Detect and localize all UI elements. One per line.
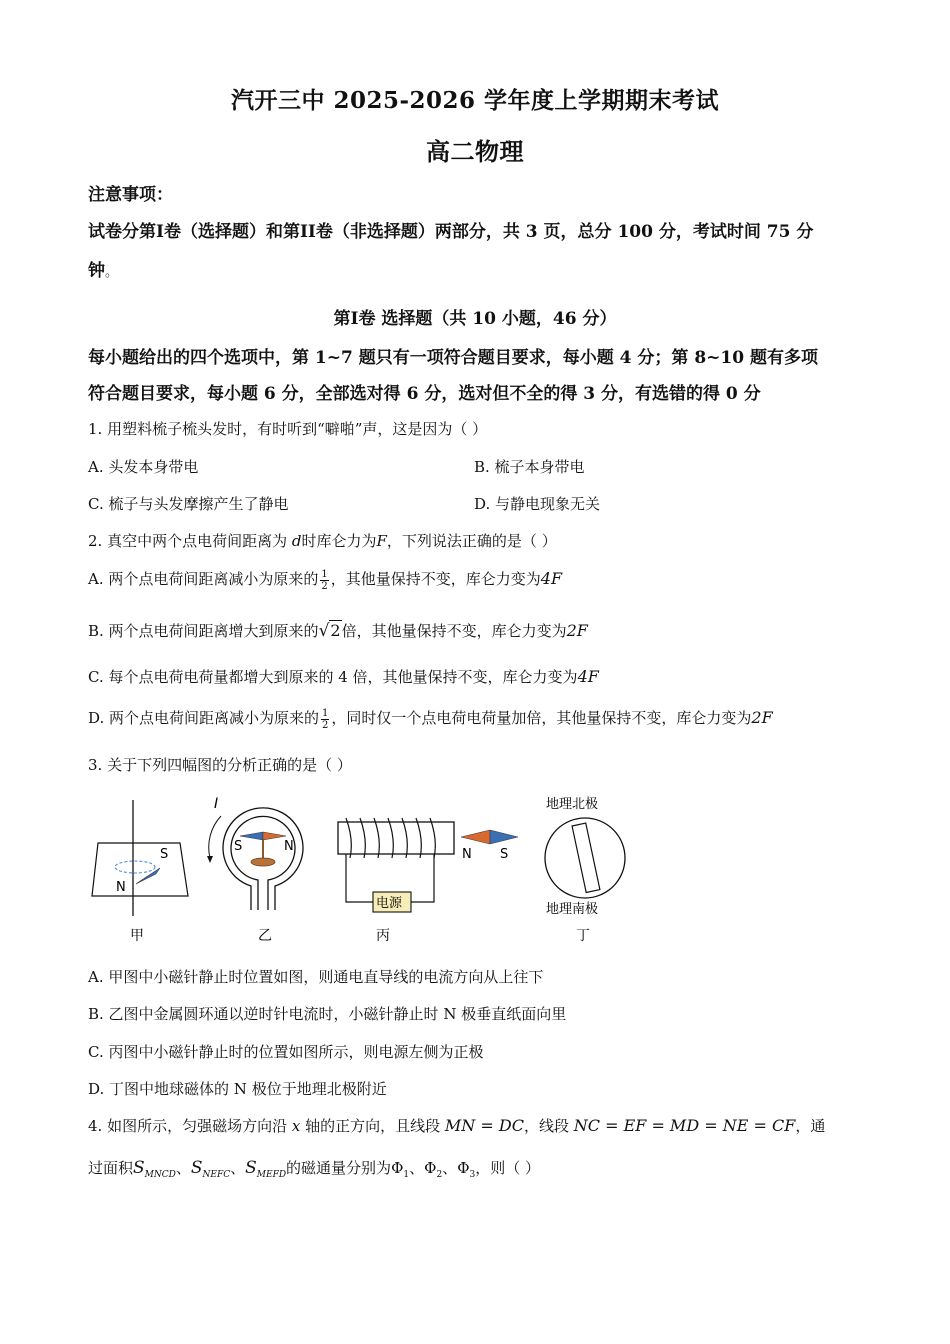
q2-b-text-2: 倍，其他量保持不变，库仑力变为 (341, 622, 567, 640)
q2-c-value: 4F (577, 667, 599, 686)
q2-d-text-1: D. 两个点电荷间距离减小为原来的 (88, 709, 320, 727)
notice-line-1: 试卷分第I卷（选择题）和第II卷（非选择题）两部分，共 3 页，总分 100 分，考试时间 75 分 (88, 222, 814, 242)
q4-sep-2: 、 (230, 1159, 246, 1177)
section-instruction-2: 符合题目要求，每小题 6 分，全部选对得 6 分，选对但不全的得 3 分，有选错的得 0 分 (88, 384, 761, 404)
bing-needle-orange (461, 830, 490, 844)
q2-stem (88, 530, 557, 551)
exam-title: 汽开三中 2025-2026 学年度上学期期末考试 (230, 87, 720, 114)
figure-jia (92, 800, 188, 944)
q4-text-2: 轴的正方向，且线段 (305, 1117, 441, 1135)
bing-label-n: N (462, 847, 472, 862)
q3-option-d: D. 丁图中地球磁体的 N 极位于地理北极附近 (88, 1080, 387, 1098)
yi-needle-blue (240, 832, 263, 840)
section-instruction-1: 每小题给出的四个选项中，第 1~7 题只有一项符合题目要求，每小题 4 分；第 8~10 题有多项 (88, 348, 818, 368)
q4-sep-1: 、 (175, 1159, 191, 1177)
q4-line-2 (88, 1157, 540, 1180)
q2-a-value: 4F (540, 569, 563, 588)
figure-yi (207, 796, 303, 944)
q4-area-s3-sub: MEFD (256, 1170, 287, 1180)
needle-stand (251, 858, 275, 866)
yi-needle-orange (263, 832, 286, 840)
q4-phi-3-sub: 3 (469, 1170, 476, 1180)
q4-phi-2: Φ (424, 1159, 437, 1177)
q1-option-c: C. 梳子与头发摩擦产生了静电 (88, 495, 289, 513)
q4-equation-1: MN = DC (444, 1116, 524, 1135)
q4-text-3: ，线段 (523, 1117, 569, 1135)
q2-option-a (88, 568, 562, 592)
solenoid-coil (346, 818, 435, 858)
horizontal-plane (92, 843, 188, 896)
q2-a-text-2: ，其他量保持不变，库仑力变为 (330, 570, 541, 588)
q4-phi-1: Φ (391, 1159, 404, 1177)
needle-blue (136, 868, 160, 884)
figure-label-yi: 乙 (258, 928, 272, 944)
sqrt-radicand: 2 (330, 621, 341, 640)
q4-axis-x: x (291, 1117, 301, 1135)
q3-stem: 3. 关于下列四幅图的分析正确的是（ ） (88, 756, 352, 774)
q4-area-s1-sub: MNCD (144, 1170, 176, 1180)
power-source-label: 电源 (376, 896, 403, 911)
q4-phi-1-sub: 1 (403, 1170, 410, 1180)
notice-line-2 (88, 256, 118, 281)
bar-magnet (572, 823, 600, 892)
fraction-numerator-d: 1 (322, 707, 329, 719)
q2-option-b (88, 620, 588, 641)
q2-c-text-1: C. 每个点电荷电荷量都增大到原来的 4 倍，其他量保持不变，库仑力变为 (88, 668, 578, 686)
exam-subject: 高二物理 (426, 137, 524, 166)
q3-option-c: C. 丙图中小磁针静止时的位置如图所示，则电源左侧为正极 (88, 1043, 484, 1061)
q4-sep-3: 、 (409, 1159, 425, 1177)
q2-d-text-2: ，同时仅一个点电荷电荷量加倍，其他量保持不变，库仑力变为 (331, 709, 752, 727)
section-heading: 第I卷 选择题（共 10 小题，46 分） (333, 309, 617, 329)
figure-label-ding: 丁 (576, 928, 590, 944)
q4-text-1: 4. 如图所示，匀强磁场方向沿 (88, 1117, 288, 1135)
figure-label-bing: 丙 (376, 928, 390, 944)
q2-option-c (88, 666, 599, 687)
fraction-half (320, 569, 328, 592)
jia-label-s: S (160, 847, 169, 862)
jia-label-n: N (116, 880, 126, 895)
current-arrow-arc (209, 816, 221, 858)
q4-phi-3: Φ (457, 1159, 470, 1177)
geographic-south-label: 地理南极 (546, 902, 599, 917)
fraction-denominator: 2 (321, 580, 328, 592)
q2-option-d (88, 707, 773, 731)
q2-symbol-f: F (376, 532, 387, 550)
q3-option-a: A. 甲图中小磁针静止时位置如图，则通电直导线的电流方向从上往下 (88, 968, 544, 986)
q2-d-value: 2F (751, 708, 773, 727)
current-arrowhead (207, 856, 213, 863)
wire-left (346, 854, 373, 902)
q4-text-7: ，则（ ） (475, 1159, 541, 1177)
figure-bing (338, 818, 518, 944)
q1-option-b: B. 梳子本身带电 (474, 458, 585, 476)
solenoid-core (338, 822, 454, 854)
q4-area-s2-sub: NEFC (202, 1170, 231, 1180)
q2-stem-part-2: 时库仑力为 (301, 532, 377, 550)
q2-b-value: 2F (566, 621, 588, 640)
yi-label-n: N (284, 839, 294, 854)
q3-option-b: B. 乙图中金属圆环通以逆时针电流时，小磁针静止时 N 极垂直纸面向里 (88, 1005, 567, 1023)
q4-text-4: ，通 (795, 1117, 826, 1135)
notice-heading: 注意事项： (88, 185, 173, 205)
q4-area-s3: S (245, 1158, 257, 1178)
wire-right (411, 854, 434, 902)
q4-line-1 (88, 1115, 825, 1136)
q2-b-text-1: B. 两个点电荷间距离增大到原来的 (88, 622, 319, 640)
q2-stem-part-1: 2. 真空中两个点电荷间距离为 (88, 532, 288, 550)
q1-stem: 1. 用塑料梳子梳头发时，有时听到“噼啪”声，这是因为（ ） (88, 420, 488, 438)
bing-needle-blue (490, 830, 518, 844)
field-circle (115, 861, 155, 873)
fraction-numerator: 1 (321, 568, 328, 580)
figure-label-jia: 甲 (130, 928, 144, 944)
q4-text-5: 过面积 (88, 1159, 134, 1177)
current-label-i: I (214, 796, 219, 812)
q3-figure (88, 788, 648, 948)
notice-line-2-text: 钟 (88, 261, 105, 281)
sqrt-two (319, 621, 342, 641)
q4-text-6: 的磁通量分别为 (286, 1159, 392, 1177)
q1-option-a: A. 头发本身带电 (88, 458, 199, 476)
notice-line-2-tail: 。 (105, 265, 119, 280)
q2-symbol-d: d (291, 532, 302, 550)
q1-option-d: D. 与静电现象无关 (474, 495, 601, 513)
q4-equation-2: NC = EF = MD = NE = CF (573, 1116, 796, 1135)
sqrt-sign: √ (318, 621, 330, 641)
fraction-half-d (321, 708, 329, 731)
fraction-denominator-d: 2 (322, 719, 329, 731)
q4-area-s2: S (190, 1158, 203, 1178)
q4-area-s1: S (133, 1158, 145, 1178)
q2-a-text-1: A. 两个点电荷间距离减小为原来的 (88, 570, 319, 588)
figure-ding (545, 796, 625, 944)
geographic-north-label: 地理北极 (546, 797, 599, 812)
q2-stem-part-3: ，下列说法正确的是（ ） (386, 532, 557, 550)
yi-label-s: S (234, 839, 243, 854)
q3-figure-svg (88, 788, 648, 948)
bing-label-s: S (500, 847, 509, 862)
q4-sep-4: 、 (442, 1159, 458, 1177)
q4-phi-2-sub: 2 (436, 1170, 443, 1180)
